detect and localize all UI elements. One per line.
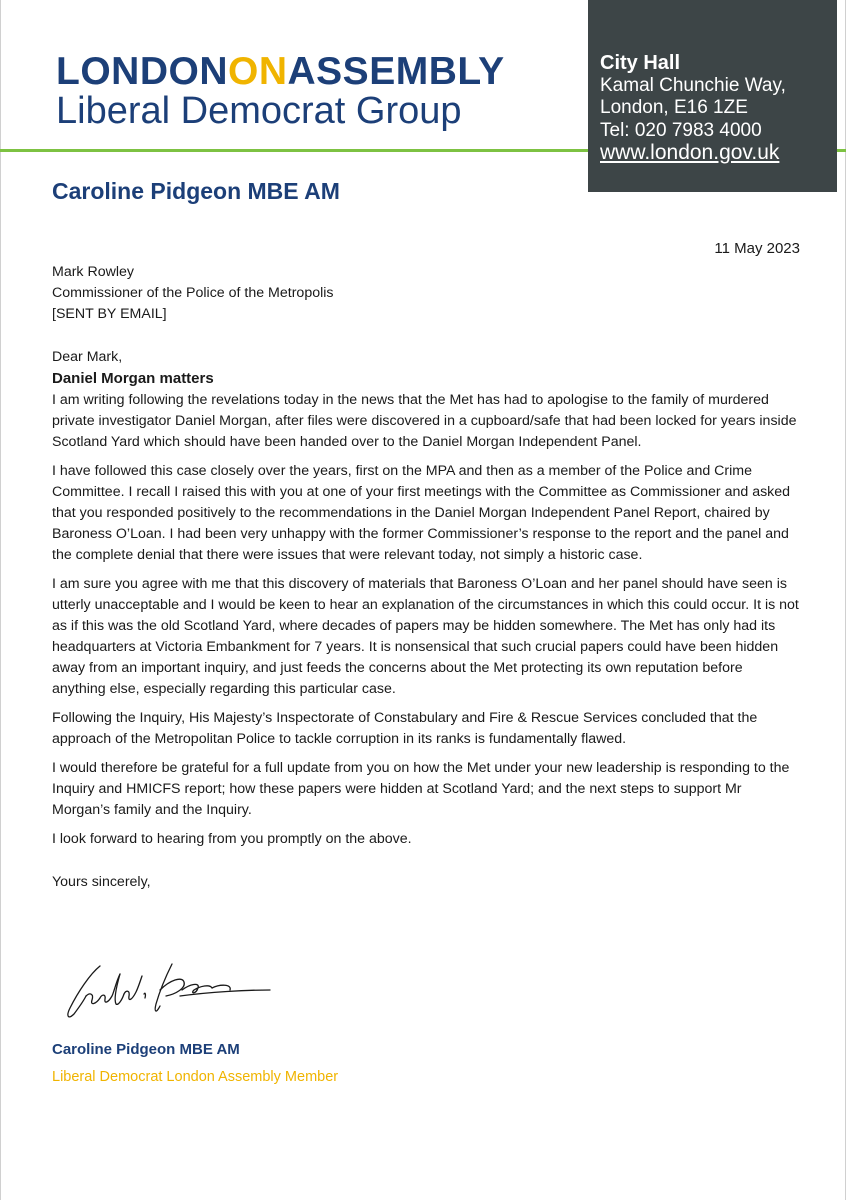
letter-date: 11 May 2023 — [714, 240, 800, 257]
logo-london: LONDON — [56, 50, 228, 93]
address-box — [588, 0, 837, 192]
paragraph: Following the Inquiry, His Majesty’s Inspectorate of Constabulary and Fire & Rescue Services concluded that the approach of the Metropolitan Police to tackle corruption in its ranks is fundamentally flawed. — [52, 710, 758, 747]
address-phone: Tel: 020 7983 4000 — [600, 119, 762, 141]
logo-on: ON — [228, 50, 288, 93]
signer-name: Caroline Pidgeon MBE AM — [52, 1041, 240, 1058]
recipient-delivery: [SENT BY EMAIL] — [52, 306, 167, 322]
paragraph: I look forward to hearing from you promptly on the above. — [52, 831, 412, 847]
subject-line: Daniel Morgan matters — [52, 370, 214, 387]
logo-group-name: Liberal Democrat Group — [56, 90, 462, 132]
member-heading: Caroline Pidgeon MBE AM — [52, 178, 340, 204]
address-city: London, E16 1ZE — [600, 97, 748, 118]
paragraph: I am writing following the revelations today in the news that the Met has had to apologise to the family of murdered private investigator Daniel Morgan, after files were discovered in a cupboard/safe that had been locked for years inside Scotland Yard which should have been handed over to the Daniel Morgan Independent Panel. — [52, 392, 797, 450]
address-street: Kamal Chunchie Way, — [600, 74, 786, 96]
handwritten-signature — [60, 960, 275, 1030]
recipient-name: Mark Rowley — [52, 264, 134, 280]
paragraph: I am sure you agree with me that this discovery of materials that Baroness O’Loan and her panel should have seen is utterly unacceptable and I would be keen to hear an explanation of the circumstances in which this could occur. It is not as if this was the old Scotland Yard, where decades of papers may be hidden somewhere. The Met has only had its headquarters at Victoria Embankment for 7 years. It is nonsensical that such crucial papers could have been hidden away from an important inquiry, and just feeds the concerns about the Met protecting its own reputation before anything else, especially regarding this particular case. — [52, 576, 799, 697]
letter-body — [52, 262, 800, 893]
signer-role: Liberal Democrat London Assembly Member — [52, 1069, 339, 1085]
recipient-block — [52, 262, 800, 325]
paragraph: I would therefore be grateful for a full update from you on how the Met under your new leadership is responding to the Inquiry and HMICFS report; how these papers were hidden at Scotland Yard; and the next steps to support Mr Morgan’s family and the Inquiry. — [52, 760, 790, 818]
closing: Yours sincerely, — [52, 874, 151, 890]
london-assembly-logo — [56, 52, 505, 132]
logo-assembly: ASSEMBLY — [287, 50, 505, 93]
paragraph: I have followed this case closely over the years, first on the MPA and then as a member of the Police and Crime Committee. I recall I raised this with you at one of your first meetings with the Committee as Commissioner and asked that you responded positively to the recommendations in the Daniel Morgan Independent Panel Report, chaired by Baroness O’Loan. I had been very unhappy with the former Commissioner’s response to the report and the panel and the complete denial that there were issues that were relevant today, not simply a historic case. — [52, 463, 791, 563]
recipient-title: Commissioner of the Police of the Metropolis — [52, 285, 334, 301]
address-title: City Hall — [600, 52, 681, 74]
page-edge-left — [0, 0, 1, 1200]
logo-wordmark — [56, 52, 505, 92]
website-link[interactable]: www.london.gov.uk — [600, 141, 780, 164]
salutation: Dear Mark, — [52, 349, 123, 365]
